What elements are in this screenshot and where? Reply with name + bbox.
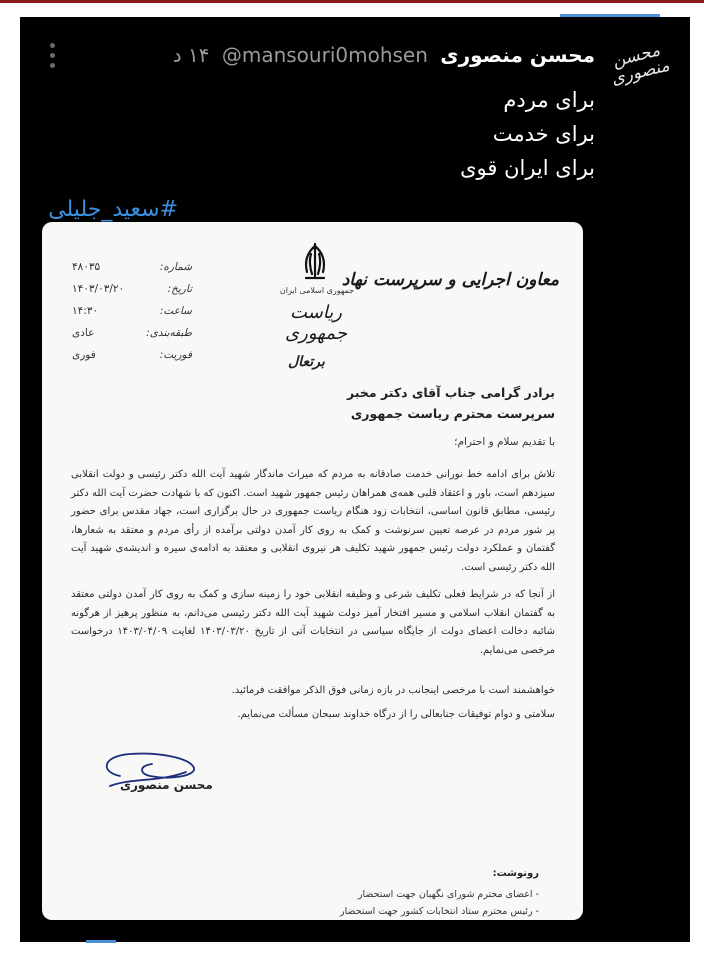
- hashtag-link[interactable]: #سعید_جلیلی: [48, 197, 178, 222]
- addressee-line: سرپرست محترم ریاست جمهوری: [350, 406, 555, 421]
- tweet-line: برای ایران قوی: [460, 156, 595, 180]
- author-name[interactable]: محسن منصوری: [440, 43, 595, 67]
- author-handle[interactable]: @mansouri0mohsen: [221, 43, 428, 67]
- emblem-subtitle: جمهوری اسلامی ایران: [279, 286, 355, 295]
- meta-row: شماره: ۴۸۰۳۵: [72, 261, 192, 273]
- cc-heading: رونوشت:: [492, 868, 539, 879]
- cc-item: - اعضای محترم شورای نگهبان جهت استحضار: [357, 889, 539, 900]
- tweet-line: برای مردم: [503, 88, 595, 112]
- letter-paragraph: خواهشمند است با مرخصی اینجانب در بازه زمانی فوق الذکر موافقت فرمائید.: [231, 685, 555, 696]
- cc-list: [340, 886, 539, 920]
- meta-row: تاریخ: ۱۴۰۳/۰۳/۲۰: [72, 283, 192, 295]
- tweet-time: ۱۴ د: [172, 43, 210, 67]
- letter-image[interactable]: [42, 222, 583, 920]
- addressee: [347, 382, 555, 424]
- meta-row: طبقه‌بندی: عادی: [72, 327, 192, 339]
- signature-name: محسن منصوری: [120, 778, 213, 792]
- letter-paragraph: از آنجا که در شرایط فعلی تکلیف شرعی و وظیفه انقلابی خود را زمینه سازی و کمک به روی کار آمدن دولتی معتقد به گفتمان انقلاب اسلامی و مسیر افتخار آمیز دولت شهید آیت الله دکتر رئیسی می‌دانم، به منظور پرهیز از هرگونه شائبه دخالت اعضای دولت از جایگاه سیاسی در انتخابات آتی از تاریخ ۱۴۰۳/۰۳/۲۰ لغایت ۱۴۰۳/۰۴/۰۹ درخواست مرخصی می‌نمایم.: [71, 589, 555, 656]
- tweet-header: [173, 43, 595, 67]
- meta-row: فوریت: فوری: [72, 349, 192, 361]
- to-line: برتعال: [288, 354, 325, 370]
- iran-emblem-icon: [298, 242, 332, 282]
- more-options-icon[interactable]: [48, 43, 56, 68]
- avatar[interactable]: محسن منصوری: [609, 40, 672, 90]
- greeting: با تقدیم سلام و احترام؛: [454, 436, 555, 448]
- org-title: معاون اجرایی و سرپرست نهاد: [341, 270, 559, 290]
- letter-meta: [72, 256, 192, 366]
- letter-paragraph: تلاش برای ادامه خط نورانی خدمت صادقانه به مردم که میراث ماندگار شهید آیت الله دکتر رئیسی و دولت انقلابی سیزدهم است، باور و اعتقاد قلبی همه‌ی همراهان رئیس جمهور شهید است. اکنون که با شهادت حضرت آیت الله دکتر رئیسی، مطابق قانون اساسی، انتخابات زود هنگام ریاست جمهوری در حال برگزاری است، جهاد مقدس برای حضور پر شور مردم در عرصه تعیین سرنوشت و کمک به روی کار آمدن دولتی برآمده از رأی مردم و معتقد به شعارها، گفتمان و عملکرد دولت رئیس جمهور شهید تکلیف هر نیروی انقلابی و معتقد به ادامه‌ی سیره و اندیشه‌ی شهید آیت الله دکتر رئیسی است.: [71, 469, 555, 573]
- cc-item: - رئیس محترم ستاد انتخابات کشور جهت استحضار: [340, 906, 539, 917]
- tweet-line: برای خدمت: [492, 122, 595, 146]
- letter-paragraph: سلامتی و دوام توفیقات جنابعالی را از درگاه خداوند سبحان مسألت می‌نمایم.: [237, 709, 555, 720]
- top-accent-bar: [0, 0, 704, 3]
- meta-row: ساعت: ۱۴:۳۰: [72, 305, 192, 317]
- bottom-accent: [86, 940, 116, 943]
- emblem-title: ریاست جمهوری: [285, 302, 347, 344]
- tweet-screenshot: [20, 17, 690, 942]
- addressee-line: برادر گرامی جناب آقای دکتر مخبر: [346, 385, 555, 400]
- tweet-text: [460, 83, 595, 185]
